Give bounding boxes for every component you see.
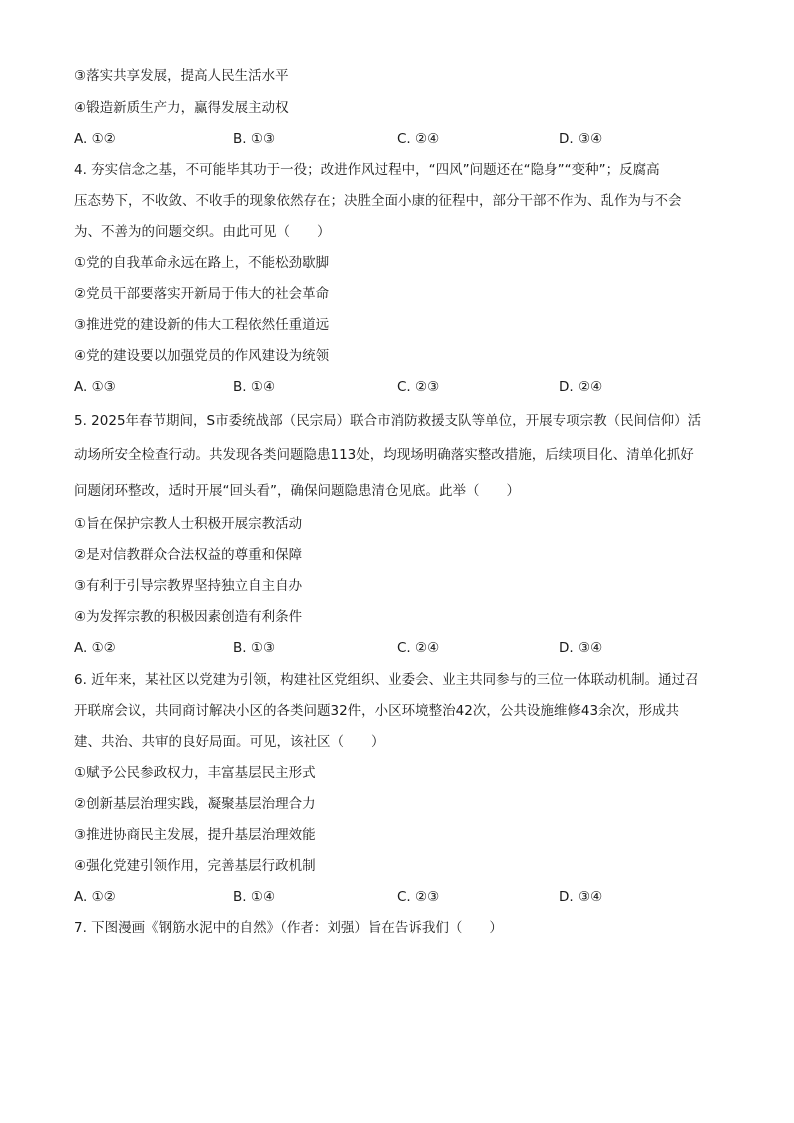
q5-option-b: B. ①③ bbox=[233, 640, 276, 656]
q4-stem-line-1: 4. 夯实信念之基，不可能毕其功于一役；改进作风过程中，“四风”问题还在“隐身”“变种”；反腐高 bbox=[74, 162, 660, 178]
q4-options bbox=[74, 377, 734, 397]
q5-stem-line-2: 动场所安全检查行动。共发现各类问题隐患113处，均现场明确落实整改措施，后续项目化、清单化抓好 bbox=[74, 447, 694, 463]
q6-item-4: ④强化党建引领作用，完善基层行政机制 bbox=[74, 858, 316, 874]
q6-option-c: C. ②③ bbox=[397, 889, 440, 905]
q6-item-3: ③推进协商民主发展，提升基层治理效能 bbox=[74, 827, 316, 843]
q5-option-a: A. ①② bbox=[74, 640, 116, 656]
q6-options bbox=[74, 887, 734, 907]
q4-stem-line-3: 为、不善为的问题交织。由此可见（ ） bbox=[74, 224, 331, 240]
q4-item-3: ③推进党的建设新的伟大工程依然任重道远 bbox=[74, 317, 330, 333]
q3-option-b: B. ①③ bbox=[233, 131, 276, 147]
q6-stem-line-2: 开联席会议，共同商讨解决小区的各类问题32件，小区环境整治42次，公共设施维修43余次，形成共 bbox=[74, 703, 680, 719]
q6-option-a: A. ①② bbox=[74, 889, 116, 905]
q7-stem: 7. 下图漫画《钢筋水泥中的自然》（作者：刘强）旨在告诉我们（ ） bbox=[74, 920, 503, 936]
q3-options bbox=[74, 129, 734, 149]
q5-item-3: ③有利于引导宗教界坚持独立自主自办 bbox=[74, 578, 303, 594]
q5-item-4: ④为发挥宗教的积极因素创造有利条件 bbox=[74, 609, 303, 625]
q3-option-a: A. ①② bbox=[74, 131, 116, 147]
q4-option-c: C. ②③ bbox=[397, 379, 440, 395]
q6-option-b: B. ①④ bbox=[233, 889, 276, 905]
q6-stem-line-1: 6. 近年来，某社区以党建为引领，构建社区党组织、业委会、业主共同参与的三位一体联动机制。通过召 bbox=[74, 672, 699, 688]
q3-item-4: ④锻造新质生产力，赢得发展主动权 bbox=[74, 100, 289, 116]
q4-item-4: ④党的建设要以加强党员的作风建设为统领 bbox=[74, 348, 330, 364]
q5-stem-line-3: 问题闭环整改，适时开展“回头看”，确保问题隐患清仓见底。此举（ ） bbox=[74, 483, 520, 499]
q6-stem-line-3: 建、共治、共审的良好局面。可见，该社区（ ） bbox=[74, 734, 385, 750]
q4-item-1: ①党的自我革命永远在路上，不能松劲歇脚 bbox=[74, 255, 330, 271]
q3-item-3: ③落实共享发展，提高人民生活水平 bbox=[74, 68, 289, 84]
q5-options bbox=[74, 638, 734, 658]
q5-stem-line-1: 5. 2025年春节期间，S市委统战部（民宗局）联合市消防救援支队等单位，开展专项宗教（民间信仰）活 bbox=[74, 413, 702, 429]
q6-item-2: ②创新基层治理实践，凝聚基层治理合力 bbox=[74, 796, 316, 812]
q5-option-c: C. ②④ bbox=[397, 640, 440, 656]
q6-item-1: ①赋予公民参政权力，丰富基层民主形式 bbox=[74, 765, 316, 781]
q4-option-a: A. ①③ bbox=[74, 379, 116, 395]
q5-item-2: ②是对信教群众合法权益的尊重和保障 bbox=[74, 547, 303, 563]
q4-option-d: D. ②④ bbox=[559, 379, 603, 395]
q6-option-d: D. ③④ bbox=[559, 889, 603, 905]
q5-item-1: ①旨在保护宗教人士积极开展宗教活动 bbox=[74, 516, 303, 532]
q5-option-d: D. ③④ bbox=[559, 640, 603, 656]
q3-option-d: D. ③④ bbox=[559, 131, 603, 147]
q4-option-b: B. ①④ bbox=[233, 379, 276, 395]
q4-item-2: ②党员干部要落实开新局于伟大的社会革命 bbox=[74, 286, 330, 302]
q4-stem-line-2: 压态势下，不收敛、不收手的现象依然存在；决胜全面小康的征程中，部分干部不作为、乱作为与不会 bbox=[74, 193, 682, 209]
q3-option-c: C. ②④ bbox=[397, 131, 440, 147]
